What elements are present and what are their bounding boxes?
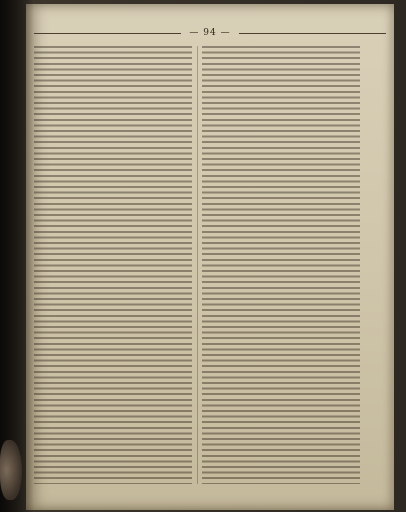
text-column-right xyxy=(202,46,360,484)
thumb xyxy=(0,440,22,500)
column-gutter xyxy=(197,46,198,484)
header-rule-left xyxy=(34,33,181,34)
header-rule-right xyxy=(239,33,386,34)
page-number: — 94 — xyxy=(189,28,231,38)
binding-shadow xyxy=(0,0,34,512)
page-header xyxy=(34,26,386,40)
text-column-left xyxy=(34,46,192,484)
